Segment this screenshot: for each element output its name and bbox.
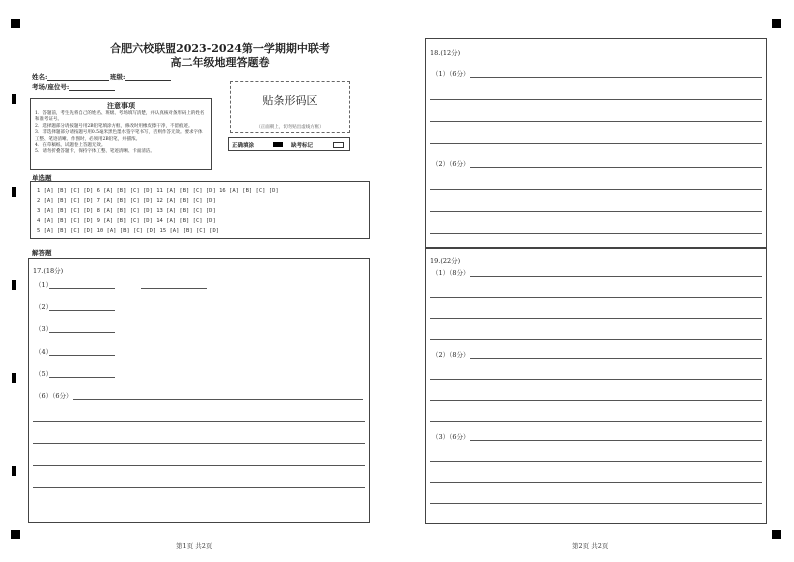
q19-title: 19.(22分) xyxy=(430,257,461,265)
q17-answer-box[interactable] xyxy=(28,258,370,523)
answer-line[interactable] xyxy=(430,318,762,319)
answer-section-label: 解答题 xyxy=(32,249,52,257)
answer-line[interactable] xyxy=(430,189,762,190)
notice-item: 3．非选择题部分请按题号用0.5毫米黑色墨水签字笔书写，否则作答无效。要求字体工整、笔迹清晰。作图时，必须用2B铅笔，并描浓。 xyxy=(35,130,203,142)
timing-mark xyxy=(12,187,16,197)
q19-part-label: （3）（6分） xyxy=(432,433,470,441)
q18-part-label: （2）（6分） xyxy=(432,160,470,168)
answer-line[interactable] xyxy=(49,332,115,333)
choice-row[interactable]: 1 [A] [B] [C] [D] 6 [A] [B] [C] [D] 11 [A] [B] [C] [D] 16 [A] [B] [C] [D] xyxy=(37,188,279,194)
choice-section-label: 单选题 xyxy=(32,174,52,182)
q19-answer-box[interactable] xyxy=(425,248,767,524)
answer-line[interactable] xyxy=(33,487,365,488)
answer-line[interactable] xyxy=(470,167,762,168)
q17-part-label: （4） xyxy=(35,348,53,356)
answer-line[interactable] xyxy=(430,339,762,340)
answer-line[interactable] xyxy=(430,482,762,483)
room-label: 考场/座位号: xyxy=(32,83,70,91)
fill-example xyxy=(228,137,350,151)
answer-line[interactable] xyxy=(33,421,365,422)
name-field[interactable] xyxy=(32,72,109,81)
answer-line[interactable] xyxy=(49,310,115,311)
barcode-label: 贴条形码区 xyxy=(262,94,318,107)
q18-part-label: （1）（6分） xyxy=(432,70,470,78)
q17-part-label: （6）（6分） xyxy=(35,392,73,400)
q17-title: 17.(18分) xyxy=(33,267,64,275)
q17-part-label: （1） xyxy=(35,281,53,289)
corner-mark xyxy=(11,19,20,28)
q18-answer-box[interactable] xyxy=(425,38,767,248)
corner-mark xyxy=(772,19,781,28)
q19-part-label: （2）（8分） xyxy=(432,351,470,359)
page-number-2: 第2页 共2页 xyxy=(572,542,609,550)
q17-part-label: （2） xyxy=(35,303,53,311)
choice-row[interactable]: 4 [A] [B] [C] [D] 9 [A] [B] [C] [D] 14 [A] [B] [C] [D] xyxy=(37,218,216,224)
choice-row[interactable]: 5 [A] [B] [C] [D] 10 [A] [B] [C] [D] 15 [A] [B] [C] [D] xyxy=(37,228,220,234)
q17-part-label: （5） xyxy=(35,370,53,378)
name-blank[interactable] xyxy=(47,72,109,81)
absent-checkbox[interactable] xyxy=(333,142,344,148)
answer-line[interactable] xyxy=(430,121,762,122)
choice-row[interactable]: 3 [A] [B] [C] [D] 8 [A] [B] [C] [D] 13 [A] [B] [C] [D] xyxy=(37,208,216,214)
notice-box xyxy=(30,98,212,170)
room-blank[interactable] xyxy=(69,82,115,91)
timing-mark xyxy=(12,94,16,104)
barcode-hint: （正面朝上，切勿贴出虚线方框） xyxy=(256,125,324,130)
answer-line[interactable] xyxy=(430,211,762,212)
answer-line[interactable] xyxy=(430,503,762,504)
corner-mark xyxy=(772,530,781,539)
answer-line[interactable] xyxy=(430,143,762,144)
answer-line[interactable] xyxy=(470,77,762,78)
answer-line[interactable] xyxy=(470,358,762,359)
answer-line[interactable] xyxy=(430,379,762,380)
answer-line[interactable] xyxy=(430,233,762,234)
answer-line[interactable] xyxy=(49,355,115,356)
filled-box-icon xyxy=(273,142,283,147)
class-blank[interactable] xyxy=(125,72,171,81)
answer-line[interactable] xyxy=(33,465,365,466)
answer-line[interactable] xyxy=(470,440,762,441)
answer-line[interactable] xyxy=(49,288,115,289)
correct-fill-label: 正确填涂 xyxy=(232,143,255,149)
notice-list xyxy=(35,111,207,156)
page-number-1: 第1页 共2页 xyxy=(176,542,213,550)
notice-item: 1．答题前，考生先将自己的姓名、班级、考场填写清楚，并认真核对条形码上的姓名和准考证号。 xyxy=(35,111,205,123)
answer-line[interactable] xyxy=(73,399,363,400)
notice-item: 2．选择题部分请按题号用2B铅笔填涂方框，修改时用橡皮擦干净，不留痕迹。 xyxy=(35,123,193,129)
q18-title: 18.(12分) xyxy=(430,49,461,57)
answer-line[interactable] xyxy=(470,276,762,277)
barcode-area xyxy=(230,81,350,133)
answer-line[interactable] xyxy=(49,377,115,378)
timing-mark xyxy=(12,466,16,476)
answer-line[interactable] xyxy=(33,443,365,444)
corner-mark xyxy=(11,530,20,539)
q17-part-label: （3） xyxy=(35,325,53,333)
answer-line[interactable] xyxy=(141,288,207,289)
room-field[interactable] xyxy=(32,82,115,91)
choice-grid[interactable] xyxy=(30,181,370,239)
class-field[interactable] xyxy=(110,72,171,81)
notice-item: 4．在草稿纸、试题卷上答题无效。 xyxy=(35,143,106,149)
timing-mark xyxy=(12,373,16,383)
exam-title: 合肥六校联盟2023-2024第一学期期中联考 xyxy=(110,42,330,55)
q19-part-label: （1）（8分） xyxy=(432,269,470,277)
answer-line[interactable] xyxy=(430,461,762,462)
answer-line[interactable] xyxy=(430,421,762,422)
notice-item: 5．请勿折叠答题卡，保持字体工整、笔迹清晰、卡面清洁。 xyxy=(35,149,155,155)
missing-mark-label: 缺考标记 xyxy=(291,143,314,149)
answer-line[interactable] xyxy=(430,400,762,401)
exam-subtitle: 高二年级地理答题卷 xyxy=(170,56,270,69)
class-label: 班级: xyxy=(110,73,126,81)
timing-mark xyxy=(12,280,16,290)
name-label: 姓名: xyxy=(32,73,48,81)
answer-line[interactable] xyxy=(430,99,762,100)
choice-row[interactable]: 2 [A] [B] [C] [D] 7 [A] [B] [C] [D] 12 [A] [B] [C] [D] xyxy=(37,198,216,204)
notice-title: 注意事项 xyxy=(107,101,135,110)
answer-line[interactable] xyxy=(430,297,762,298)
